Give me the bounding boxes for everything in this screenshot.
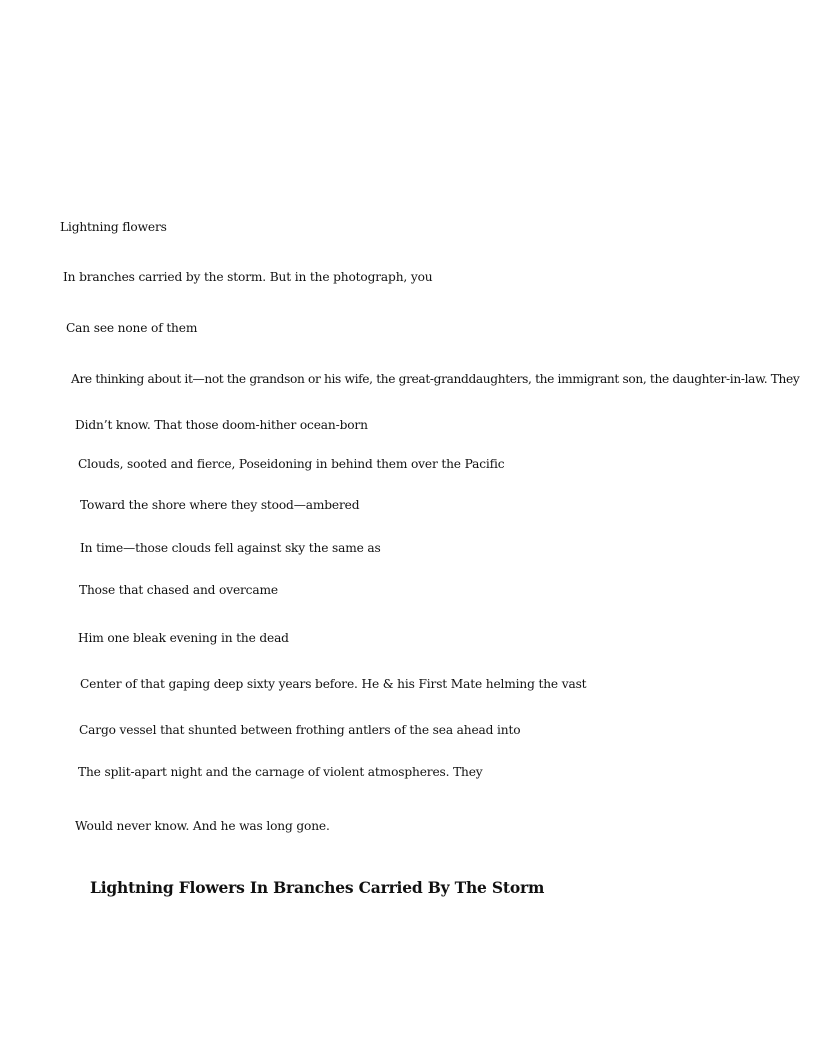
poem-line-4: Are thinking about it—not the grandson or his wife, the great-granddaughters, the immigrant son, the daughter-in-law. They [71, 372, 800, 386]
poem-line-12: Cargo vessel that shunted between frothing antlers of the sea ahead into [79, 723, 521, 737]
poem-line-11: Center of that gaping deep sixty years before. He & his First Mate helming the vast [80, 677, 587, 691]
poem-line-10: Him one bleak evening in the dead [78, 631, 289, 645]
poem-line-9: Those that chased and overcame [79, 583, 278, 597]
poem-line-7: Toward the shore where they stood—ambered [80, 498, 360, 512]
poem-line-2: In branches carried by the storm. But in the photograph, you [63, 270, 433, 284]
poem-line-3: Can see none of them [66, 321, 198, 335]
poem-title: Lightning Flowers In Branches Carried By The Storm [90, 878, 545, 897]
poem-line-1: Lightning flowers [60, 220, 167, 234]
poem-line-13: The split-apart night and the carnage of violent atmospheres. They [78, 765, 483, 779]
poem-line-8: In time—those clouds fell against sky the same as [80, 541, 381, 555]
poem-line-5: Didn’t know. That those doom-hither ocean-born [75, 418, 368, 432]
poem-line-6: Clouds, sooted and fierce, Poseidoning in behind them over the Pacific [78, 457, 505, 471]
poem-line-14: Would never know. And he was long gone. [75, 819, 330, 833]
